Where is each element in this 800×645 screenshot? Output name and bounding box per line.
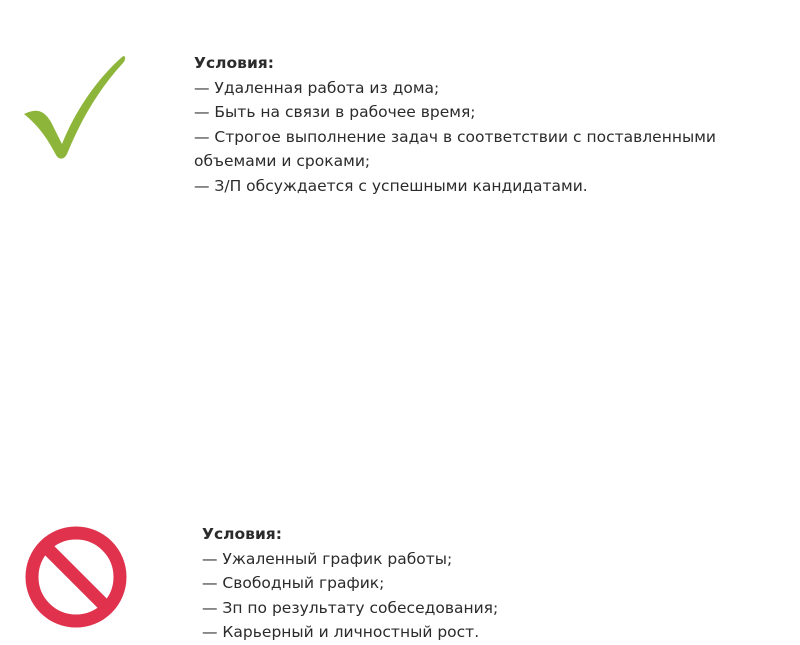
allowed-condition-line: объемами и сроками;: [194, 152, 371, 170]
allowed-condition-line: — Быть на связи в рабочее время;: [194, 103, 476, 121]
allowed-conditions-block: [0, 0, 800, 210]
checkmark-icon: [22, 52, 126, 160]
allowed-conditions-text: [194, 51, 716, 198]
forbidden-condition-line: — Зп по результату собеседования;: [202, 598, 499, 617]
allowed-condition-line: — З/П обсуждается с успешными кандидатами.: [194, 176, 588, 195]
allowed-condition-line: — Удаленная работа из дома;: [194, 78, 440, 97]
prohibited-icon: [24, 525, 128, 629]
forbidden-condition-line: — Карьерный и личностный рост.: [202, 623, 480, 641]
forbidden-condition-line: — Ужаленный график работы;: [202, 549, 453, 568]
forbidden-conditions-block: [0, 250, 800, 641]
allowed-conditions-heading: Условия:: [194, 54, 274, 72]
allowed-condition-line: — Строгое выполнение задач в соответствии с поставленными: [194, 127, 716, 146]
forbidden-conditions-text: [202, 522, 498, 645]
forbidden-conditions-heading: Условия:: [202, 525, 282, 543]
forbidden-condition-line: — Свободный график;: [202, 574, 385, 592]
